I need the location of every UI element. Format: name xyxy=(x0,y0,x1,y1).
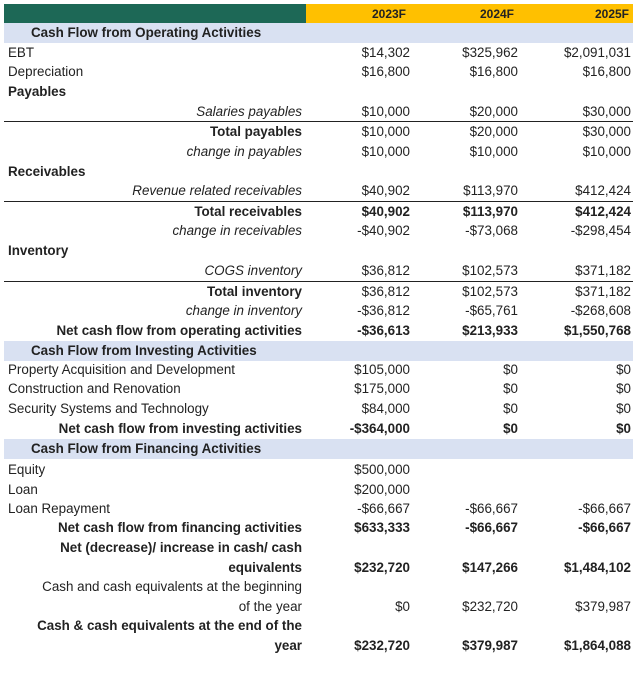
row-change-receivables xyxy=(0,221,639,241)
row-ebt xyxy=(0,43,639,63)
row-label: Receivables xyxy=(8,164,86,179)
row-net-operating xyxy=(0,321,639,341)
value-2024f: $102,573 xyxy=(462,263,518,278)
value-2023f: $175,000 xyxy=(354,381,410,396)
value-2025f: -$268,608 xyxy=(570,303,631,318)
section-title: Cash Flow from Financing Activities xyxy=(31,441,262,456)
value-2025f: $371,182 xyxy=(575,263,631,278)
value-2024f: $20,000 xyxy=(469,104,518,119)
section-title: Cash Flow from Investing Activities xyxy=(31,343,257,358)
value-2025f: $1,484,102 xyxy=(563,560,631,575)
header-years-band xyxy=(306,4,633,24)
row-label: Cash and cash equivalents at the beginning xyxy=(42,579,302,594)
row-label: change in payables xyxy=(186,144,302,159)
value-2025f: $371,182 xyxy=(575,284,631,299)
row-label: EBT xyxy=(8,45,35,60)
row-property xyxy=(0,360,639,380)
value-2024f: -$65,761 xyxy=(465,303,518,318)
row-inventory-heading xyxy=(0,241,639,261)
value-2024f: $102,573 xyxy=(462,284,518,299)
row-payables-heading xyxy=(0,82,639,102)
row-equity xyxy=(0,460,639,480)
section-financing xyxy=(4,439,633,459)
value-2025f: $0 xyxy=(616,362,631,377)
value-2023f: -$36,812 xyxy=(357,303,410,318)
value-2023f: $40,902 xyxy=(361,183,410,198)
section-investing xyxy=(4,341,633,361)
value-2023f: $10,000 xyxy=(361,104,410,119)
row-net-financing xyxy=(0,518,639,538)
value-2023f: -$40,902 xyxy=(357,223,410,238)
value-2024f: $10,000 xyxy=(469,144,518,159)
value-2025f: $30,000 xyxy=(582,124,631,139)
value-2025f: $1,550,768 xyxy=(563,323,631,338)
value-2024f: $213,933 xyxy=(462,323,518,338)
row-net-change-line1 xyxy=(0,538,639,558)
value-2024f: $113,970 xyxy=(462,204,518,219)
row-label: COGS inventory xyxy=(204,263,302,278)
row-net-change xyxy=(0,558,639,578)
row-net-investing xyxy=(0,419,639,439)
value-2023f: $500,000 xyxy=(354,462,410,477)
row-label: Cash & cash equivalents at the end of the xyxy=(37,618,302,633)
row-label: Total receivables xyxy=(194,204,302,219)
value-2024f: $0 xyxy=(503,381,518,396)
section-operating xyxy=(4,23,633,43)
row-label: Construction and Renovation xyxy=(8,381,181,396)
row-salaries-payables xyxy=(0,102,639,122)
year-2024f: 2024F xyxy=(479,7,514,21)
value-2025f: -$298,454 xyxy=(570,223,631,238)
row-label: Total payables xyxy=(209,124,302,139)
value-2025f: -$66,667 xyxy=(578,520,631,535)
value-2025f: $30,000 xyxy=(582,104,631,119)
value-2023f: $84,000 xyxy=(361,401,410,416)
value-2024f: $232,720 xyxy=(462,599,518,614)
value-2023f: $14,302 xyxy=(361,45,410,60)
row-label: change in inventory xyxy=(185,303,302,318)
value-2025f: $412,424 xyxy=(575,183,631,198)
section-title: Cash Flow from Operating Activities xyxy=(31,25,262,40)
value-2024f: $325,962 xyxy=(462,45,518,60)
row-label: Property Acquisition and Development xyxy=(8,362,236,377)
value-2025f: $2,091,031 xyxy=(563,45,631,60)
row-loan xyxy=(0,480,639,500)
row-label: change in receivables xyxy=(172,223,302,238)
row-label: equivalents xyxy=(228,560,302,575)
value-2025f: $10,000 xyxy=(582,144,631,159)
value-2025f: $16,800 xyxy=(582,64,631,79)
row-revenue-receivables xyxy=(0,181,639,201)
value-2023f: $16,800 xyxy=(361,64,410,79)
row-construction xyxy=(0,379,639,399)
row-total-receivables xyxy=(0,202,639,222)
value-2024f: $0 xyxy=(503,401,518,416)
value-2023f: $232,720 xyxy=(354,638,410,653)
value-2024f: -$66,667 xyxy=(465,501,518,516)
row-label: Net (decrease)/ increase in cash/ cash xyxy=(60,540,302,555)
value-2023f: $633,333 xyxy=(354,520,410,535)
value-2025f: $0 xyxy=(616,381,631,396)
row-change-payables xyxy=(0,142,639,162)
row-security xyxy=(0,399,639,419)
row-label: of the year xyxy=(238,599,302,614)
value-2024f: -$73,068 xyxy=(465,223,518,238)
value-2023f: $105,000 xyxy=(354,362,410,377)
header-label-cell xyxy=(4,4,306,24)
row-cogs-inventory xyxy=(0,261,639,281)
value-2023f: $0 xyxy=(395,599,410,614)
row-label: Depreciation xyxy=(8,64,84,79)
value-2024f: $16,800 xyxy=(469,64,518,79)
value-2025f: $0 xyxy=(616,401,631,416)
row-label: Equity xyxy=(8,462,46,477)
value-2023f: $36,812 xyxy=(361,263,410,278)
row-receivables-heading xyxy=(0,162,639,182)
value-2024f: $379,987 xyxy=(462,638,518,653)
row-label: Security Systems and Technology xyxy=(8,401,209,416)
row-label: year xyxy=(274,638,302,653)
row-label: Loan Repayment xyxy=(8,501,110,516)
value-2023f: $10,000 xyxy=(361,124,410,139)
value-2024f: $0 xyxy=(503,362,518,377)
row-label: Net cash flow from investing activities xyxy=(58,421,302,436)
row-label: Inventory xyxy=(8,243,69,258)
row-label: Loan xyxy=(8,482,38,497)
row-total-inventory xyxy=(0,282,639,302)
row-label: Net cash flow from operating activities xyxy=(56,323,302,338)
value-2024f: $0 xyxy=(503,421,518,436)
value-2025f: $412,424 xyxy=(575,204,631,219)
value-2024f: $113,970 xyxy=(463,183,518,198)
row-change-inventory xyxy=(0,301,639,321)
value-2023f: $200,000 xyxy=(354,482,410,497)
value-2025f: $1,864,088 xyxy=(563,638,631,653)
value-2024f: $147,266 xyxy=(462,560,518,575)
value-2023f: -$36,613 xyxy=(357,323,410,338)
row-label: Total inventory xyxy=(207,284,302,299)
value-2025f: $379,987 xyxy=(575,599,631,614)
year-2023f: 2023F xyxy=(371,7,406,21)
row-label: Salaries payables xyxy=(196,104,302,119)
row-label: Net cash flow from financing activities xyxy=(57,520,302,535)
year-2025f: 2025F xyxy=(594,7,629,21)
row-label: Payables xyxy=(8,84,67,99)
value-2025f: -$66,667 xyxy=(578,501,631,516)
row-beginning-line1 xyxy=(0,577,639,597)
row-total-payables xyxy=(0,122,639,142)
value-2025f: $0 xyxy=(616,421,631,436)
value-2023f: $10,000 xyxy=(361,144,410,159)
row-depreciation xyxy=(0,62,639,82)
row-loan-repayment xyxy=(0,499,639,519)
value-2023f: $40,902 xyxy=(361,204,410,219)
row-end-line1 xyxy=(0,616,639,636)
row-end xyxy=(0,636,639,656)
value-2023f: -$364,000 xyxy=(349,421,410,436)
value-2023f: -$66,667 xyxy=(357,501,410,516)
row-beginning xyxy=(0,597,639,617)
value-2024f: $20,000 xyxy=(469,124,518,139)
value-2023f: $36,812 xyxy=(361,284,410,299)
value-2024f: -$66,667 xyxy=(465,520,518,535)
value-2023f: $232,720 xyxy=(354,560,410,575)
row-label: Revenue related receivables xyxy=(132,183,302,198)
